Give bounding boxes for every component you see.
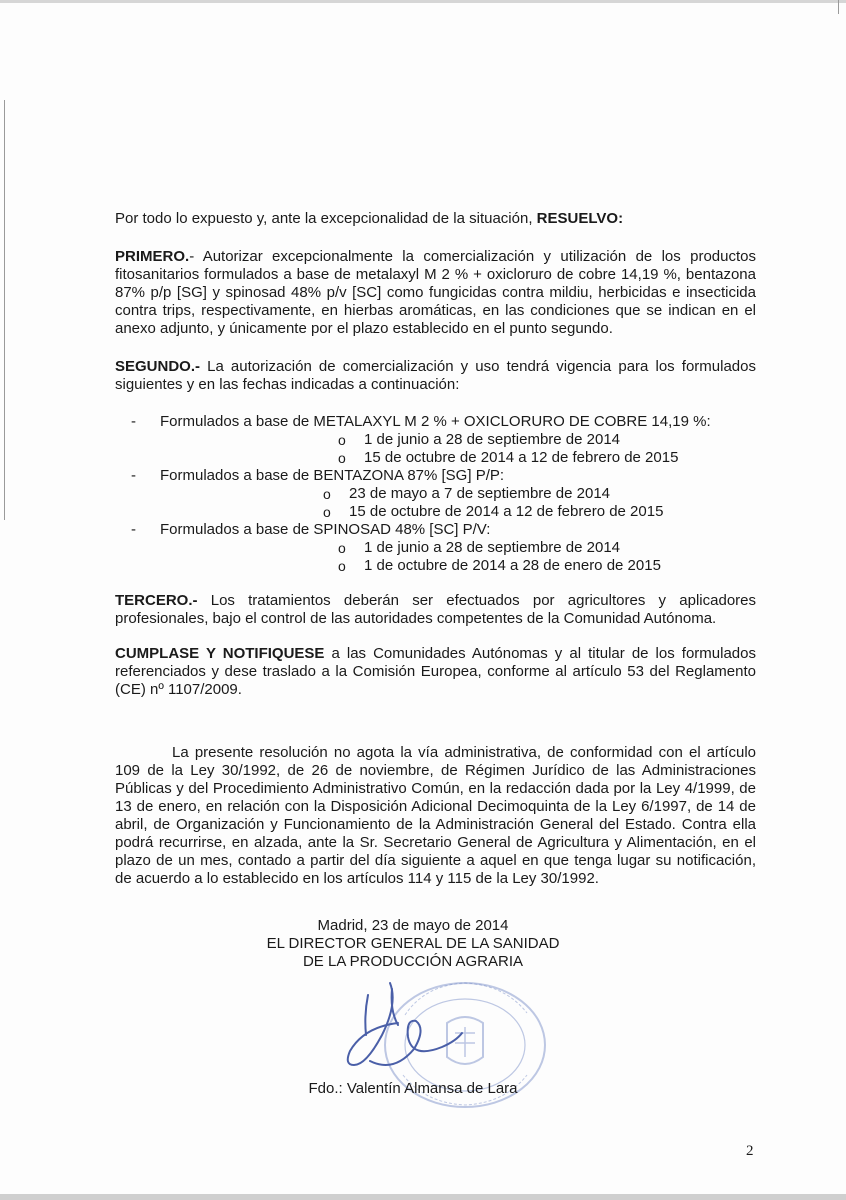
- signed-by: Fdo.: Valentín Almansa de Lara: [308, 1080, 518, 1097]
- period-item: 1 de junio a 28 de septiembre de 2014: [364, 431, 621, 448]
- scan-top-edge: [0, 0, 846, 3]
- scan-bottom-edge: [0, 1194, 846, 1200]
- primero-paragraph: [115, 248, 756, 338]
- primero-text: - Autorizar excepcionalmente la comercialización y utilización de los productos fitosanitarios formulados a base de metalaxyl M 2 % + oxicloruro de cobre 14,19 %, bentazona 87% p/p [SG] y spinosad 48% p/v [SC] como fungicidas contra mildiu, herbicidas e insecticida contra trips, respectivamente, en hierbas aromáticas, en las condiciones que se indican en el anexo adjunto, y únicamente por el plazo establecido en el punto segundo.: [115, 248, 756, 337]
- resuelvo-label: RESUELVO:: [536, 210, 624, 227]
- period-item: 1 de junio a 28 de septiembre de 2014: [364, 539, 621, 556]
- bullet-circle: o: [338, 450, 346, 466]
- bullet-circle: o: [323, 486, 331, 502]
- scan-mark: [838, 0, 839, 14]
- signature-title-line2: DE LA PRODUCCIÓN AGRARIA: [302, 953, 524, 970]
- tercero-heading: TERCERO.-: [115, 592, 198, 609]
- cumplase-text: a las Comunidades Autónomas y al titular de los formulados referenciados y dese traslado a la Comisión Europea, conforme al artículo 53 del Reglamento (CE) nº 1107/2009.: [115, 645, 756, 698]
- signature-place-date: Madrid, 23 de mayo de 2014: [317, 917, 509, 934]
- segundo-heading: SEGUNDO.-: [115, 358, 201, 375]
- list-dash: -: [131, 521, 136, 538]
- bullet-circle: o: [338, 558, 346, 574]
- cumplase-paragraph: [115, 645, 756, 699]
- list-dash: -: [131, 413, 136, 430]
- tercero-text: Los tratamientos deberán ser efectuados por agricultores y aplicadores profesionales, bajo el control de las autoridades competentes de la Comunidad Autónoma.: [115, 592, 756, 627]
- handwritten-signature-icon: [330, 975, 470, 1085]
- bullet-circle: o: [323, 504, 331, 520]
- signature-title-line1: EL DIRECTOR GENERAL DE LA SANIDAD: [266, 935, 560, 952]
- scan-mark: [4, 100, 5, 520]
- bullet-circle: o: [338, 540, 346, 556]
- formulado-label: Formulados a base de SPINOSAD 48% [SC] P/V:: [160, 521, 491, 538]
- period-item: 1 de octubre de 2014 a 28 de enero de 2015: [364, 557, 661, 574]
- period-item: 23 de mayo a 7 de septiembre de 2014: [349, 485, 611, 502]
- period-item: 15 de octubre de 2014 a 12 de febrero de 2015: [364, 449, 679, 466]
- intro-paragraph: [115, 210, 756, 228]
- segundo-paragraph: [115, 358, 756, 394]
- formulado-label: Formulados a base de BENTAZONA 87% [SG] P/P:: [160, 467, 505, 484]
- bullet-circle: o: [338, 432, 346, 448]
- list-dash: -: [131, 467, 136, 484]
- tercero-paragraph: [115, 592, 756, 628]
- primero-heading: PRIMERO.: [115, 248, 190, 265]
- page-number: 2: [746, 1143, 754, 1159]
- period-item: 15 de octubre de 2014 a 12 de febrero de 2015: [349, 503, 664, 520]
- formulado-label: Formulados a base de METALAXYL M 2 % + OXICLORURO DE COBRE 14,19 %:: [160, 413, 711, 430]
- recurso-paragraph: La presente resolución no agota la vía administrativa, de conformidad con el artículo 109 de la Ley 30/1992, de 26 de noviembre, de Régimen Jurídico de las Administraciones Públicas y del Procedimiento Administrativo Común, en la redacción dada por la Ley 4/1999, de 13 de enero, en relación con la Disposición Adicional Decimoquinta de la Ley 6/1997, de 14 de abril, de Organización y Funcionamiento de la Administración General del Estado. Contra ella podrá recurrirse, en alzada, ante la Sr. Secretario General de Agricultura y Alimentación, en el plazo de un mes, contado a partir del día siguiente a aquel en que tenga lugar su notificación, de acuerdo a lo establecido en los artículos 114 y 115 de la Ley 30/1992.: [115, 744, 756, 887]
- intro-text: Por todo lo expuesto y, ante la excepcionalidad de la situación,: [115, 210, 537, 227]
- cumplase-heading: CUMPLASE Y NOTIFIQUESE: [115, 645, 325, 662]
- segundo-text: La autorización de comercialización y uso tendrá vigencia para los formulados siguientes y en las fechas indicadas a continuación:: [115, 358, 756, 393]
